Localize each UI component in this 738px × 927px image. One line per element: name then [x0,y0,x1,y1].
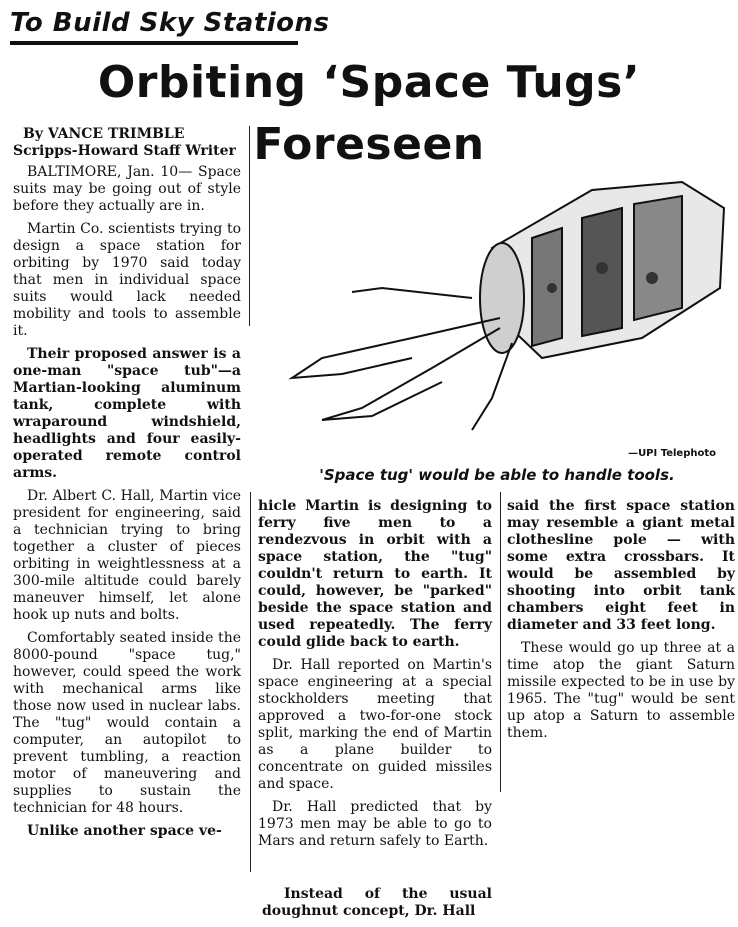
space-tug-illustration [262,168,728,438]
paragraph: BALTIMORE, Jan. 10— Space suits may be going out of style before they actually are in. [13,164,241,214]
column-rule [500,492,501,792]
paragraph: Instead of the usual doughnut concept, Dr. Hall [262,886,492,919]
paragraph: These would go up three at a time atop the giant Saturn missile expected to be in use by 1965. The "tug" would be sent up atop a Saturn to assemble them. [507,640,735,741]
paragraph: said the first space station may resemble a giant metal clothesline pole — with some extra crossbars. It would be assembled by shooting into orbit tank chambers eight feet in diameter and 33 feet long. [507,498,735,633]
headline: Orbiting ‘Space Tugs’ Foreseen [97,57,641,170]
paragraph: Martin Co. scientists trying to design a space station for orbiting by 1970 said today that men in individual space suits would lack needed mobility and tools to assemble it. [13,221,241,339]
paragraph: hicle Martin is designing to ferry five men to a rendezvous in orbit with a space station, the "tug" couldn't return to earth. It could, however, be "parked" beside the space station and used repeatedly. The ferry could glide back to earth. [258,498,492,650]
paragraph: Dr. Hall reported on Martin's space engineering at a special stockholders meeting that approved a two-for-one stock split, marking the end of Martin as a plane builder to concentrate on guided missiles and space. [258,657,492,792]
photo-caption: 'Space tug' would be able to handle tools. [319,466,675,484]
kicker: To Build Sky Stations [10,8,330,38]
article-column-1 [13,126,241,846]
kicker-underline [10,41,298,45]
paragraph: Comfortably seated inside the 8000-pound "space tug," however, could speed the work with mechanical arms like those now used in nuclear labs. The "tug" would contain a computer, an autopilot to prevent tumbling, a reaction motor of maneuvering and supplies to sustain the technician for 48 hours. [13,630,241,816]
article-column-2 [258,498,492,856]
paragraph: Dr. Albert C. Hall, Martin vice president for engineering, said a technician trying to bring together a cluster of pieces orbiting in weightlessness at a 300-mile altitude could barely maneuver himself, let alone hook up nuts and bolts. [13,488,241,623]
paragraph: Their proposed answer is a one-man "space tub"—a Martian-looking aluminum tank, complete with wraparound windshield, headlights and four easily-operated remote control arms. [13,346,241,481]
article-column-3 [507,498,735,748]
byline-title: Scripps-Howard Staff Writer [13,143,236,159]
column-rule [250,492,251,872]
photo-credit: —UPI Telephoto [628,448,716,459]
paragraph: Unlike another space ve- [27,823,222,839]
paragraph: Dr. Hall predicted that by 1973 men may be able to go to Mars and return safely to Earth. [258,799,492,849]
column-rule [249,126,250,326]
byline-author: By VANCE TRIMBLE [23,126,185,142]
